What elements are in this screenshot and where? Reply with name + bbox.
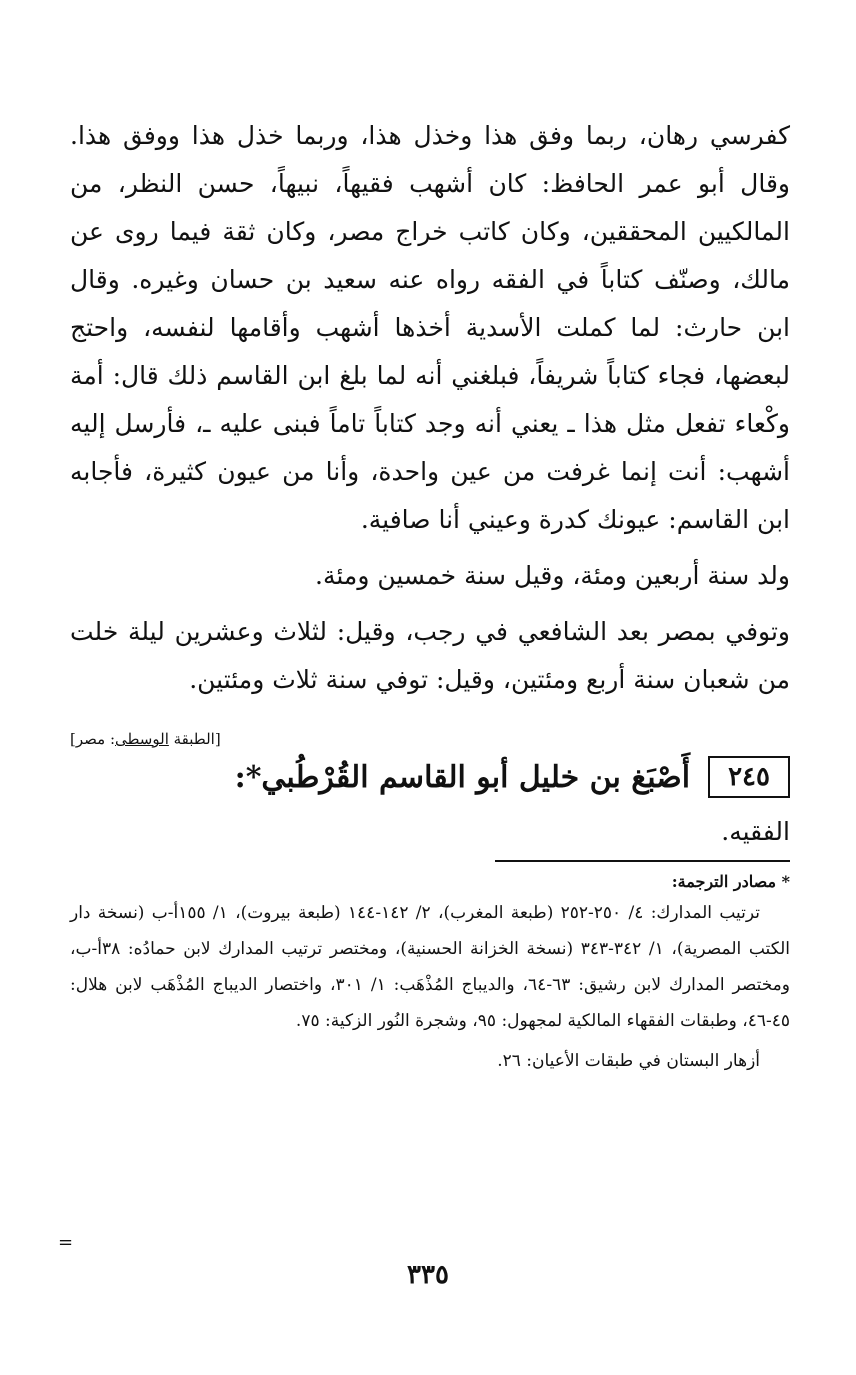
tabaqa-open: [الطبقة (168, 730, 221, 748)
entry-name: أَصْبَغ بن خليل أبو القاسم القُرْطُبي*: (234, 759, 691, 795)
tabaqa-rest: : مصر] (70, 730, 115, 748)
body-paragraph-death: وتوفي بمصر بعد الشافعي في رجب، وقيل: لثلاث وعشرين ليلة خلت من شعبان سنة أربع ومئتين، وقيل: توفي سنة ثلاث ومئتين. (70, 617, 790, 694)
entry-heading (70, 756, 790, 798)
tabaqa-underlined: الوسطى (115, 730, 169, 748)
margin-mark: = (58, 1232, 74, 1253)
body-paragraph-1: كفرسي رهان، ربما وفق هذا وخذل هذا، وربما خذل هذا ووفق هذا. وقال أبو عمر الحافظ: كان أشهب فقيهاً، نبيهاً، حسن النظر، من المالكيين المحققين، وكان كاتب خراج مصر، وكان ثقة فيما روى عن مالك، وصنّف كتاباً في الفقه رواه عنه سعيد بن حسان وغيره. وقال ابن حارث: لما كملت الأسدية أخذها أشهب وأقامها لنفسه، واحتج لبعضها، فجاء كتاباً شريفاً، فبلغني أنه لما بلغ ابن القاسم ذلك قال: أمة وكْعاء تفعل مثل هذا ـ يعني أنه وجد كتاباً تاماً فبنى عليه ـ، فأرسل إليه أشهب: أنت إنما غرفت من عين واحدة، وأنا من عيون كثيرة، فأجابه ابن القاسم: عيونك كدرة وعيني أنا صافية. (70, 121, 790, 534)
body-paragraph-birth: ولد سنة أربعين ومئة، وقيل سنة خمسين ومئة. (315, 561, 790, 590)
page-content (70, 112, 790, 1079)
entry-number: ٢٤٥ (708, 756, 790, 798)
tabaqa-label (70, 730, 790, 748)
footnote-separator (495, 860, 790, 862)
footnote-title: * مصادر الترجمة: (671, 872, 790, 891)
entry-description: الفقيه. (721, 817, 790, 846)
footnote-sources: ترتيب المدارك: ٤/ ٢٥٠-٢٥٢ (طبعة المغرب)، ٢/ ١٤٢-١٤٤ (طبعة بيروت)، ١/ ١٥٥أ-ب (نسخة دار الكتب المصرية)، ١/ ٣٤٢-٣٤٣ (نسخة الخزانة الحسنية)، ومختصر ترتيب المدارك لابن حمادُه: ٣٨أ-ب، ومختصر المدارك لابن رشيق: ٦٣-٦٤، والديباج المُذْهَب: ١/ ٣٠١، واختصار الديباج المُذْهَب لابن هلال: ٤٥-٤٦، وطبقات الفقهاء المالكية لمجهول: ٩٥، وشجرة النُور الزكية: ٧٥. (70, 903, 790, 1031)
page-number: ٣٣٥ (407, 1260, 449, 1290)
footnote-sources-2: أزهار البستان في طبقات الأعيان: ٢٦. (497, 1051, 760, 1071)
